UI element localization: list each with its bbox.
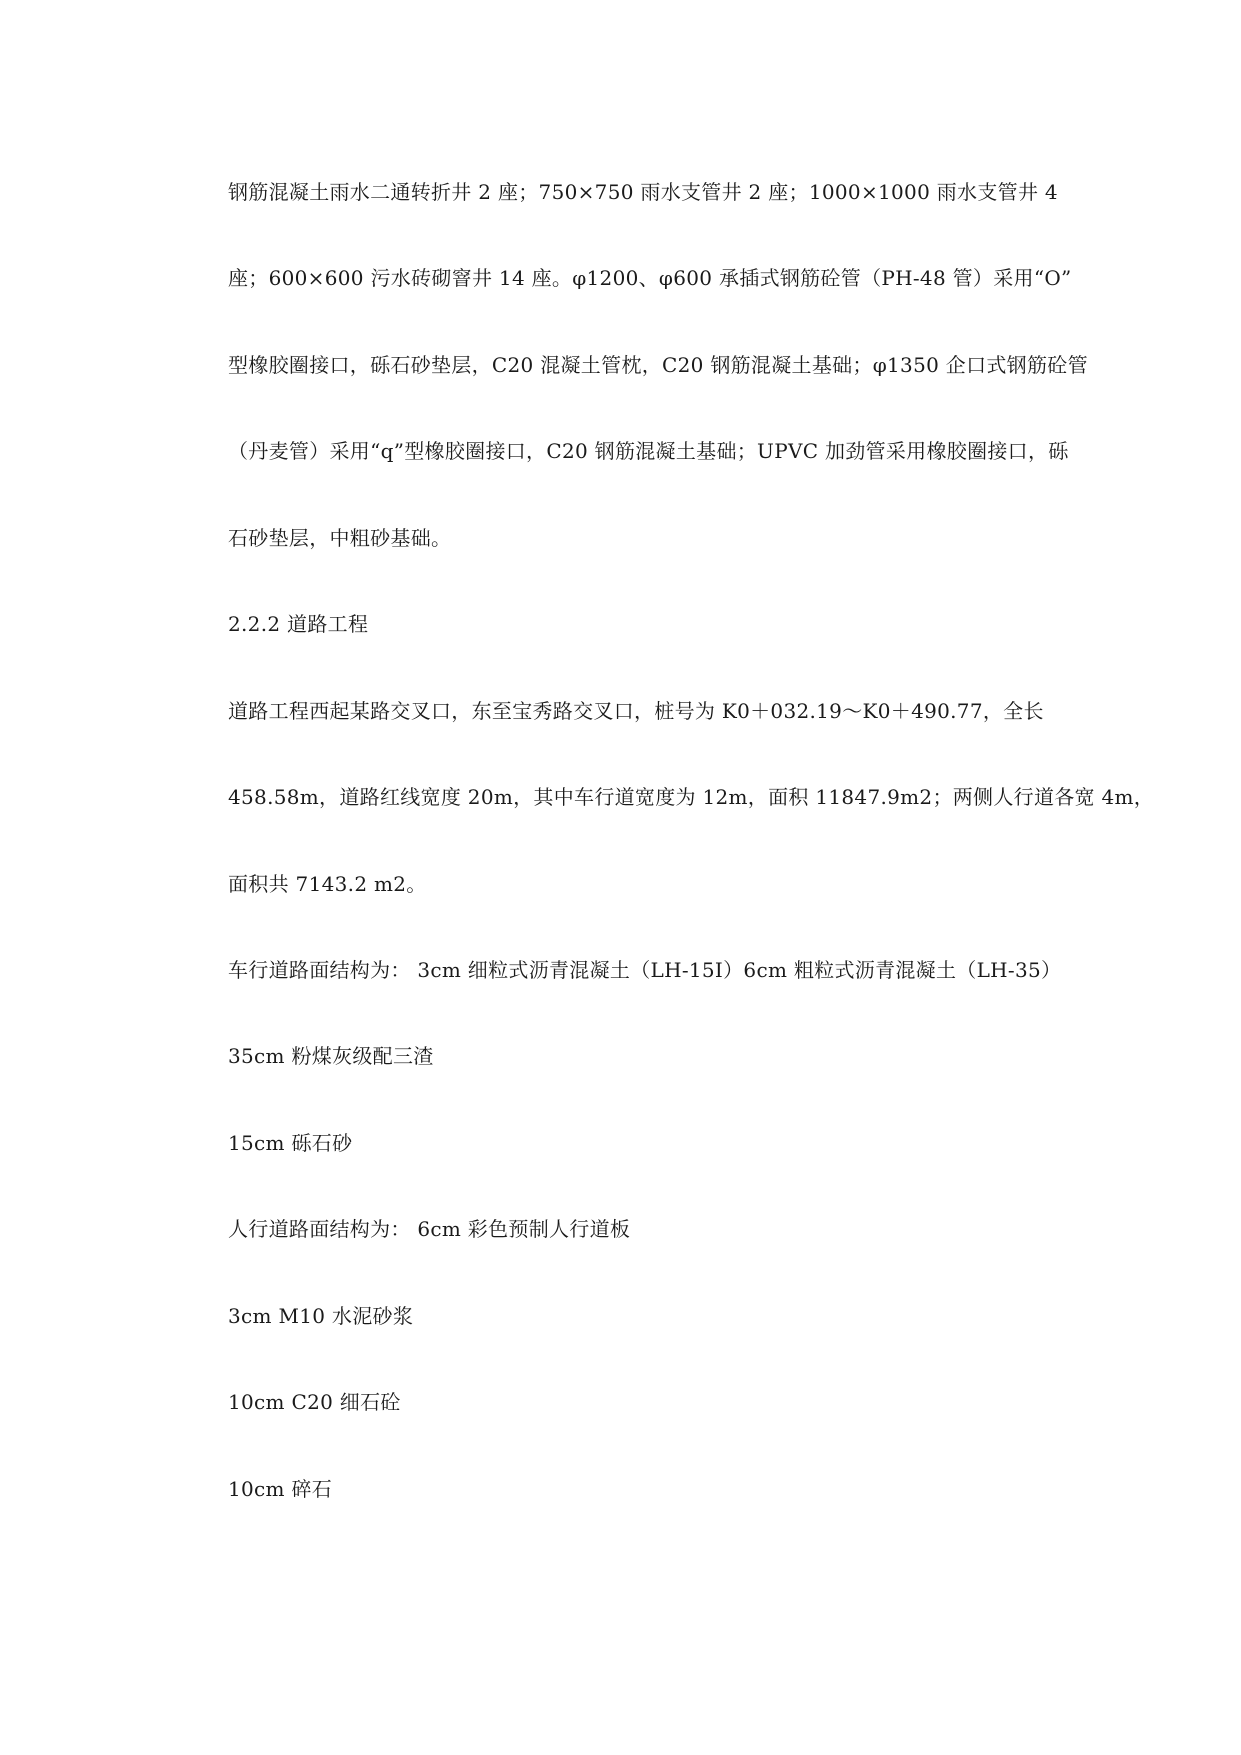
paragraph-line: 车行道路面结构为： 3cm 细粒式沥青混凝土（LH-15I）6cm 粗粒式沥青混凝土（LH-35） <box>228 958 1062 982</box>
paragraph-line: 35cm 粉煤灰级配三渣 <box>228 1044 434 1068</box>
paragraph-line: （丹麦管）采用“q”型橡胶圈接口，C20 钢筋混凝土基础；UPVC 加劲管采用橡胶圈接口，砾 <box>228 439 1069 463</box>
paragraph-line: 面积共 7143.2 m2。 <box>228 872 427 896</box>
paragraph-line: 人行道路面结构为： 6cm 彩色预制人行道板 <box>228 1217 631 1241</box>
paragraph-line: 458.58m，道路红线宽度 20m，其中车行道宽度为 12m，面积 11847.9m2；两侧人行道各宽 4m， <box>228 785 1155 809</box>
paragraph-line: 钢筋混凝土雨水二通转折井 2 座；750×750 雨水支管井 2 座；1000×1000 雨水支管井 4 <box>228 180 1058 204</box>
paragraph-line: 10cm 碎石 <box>228 1477 333 1501</box>
paragraph-line: 石砂垫层，中粗砂基础。 <box>228 526 452 550</box>
paragraph-line: 10cm C20 细石砼 <box>228 1390 401 1414</box>
paragraph-line: 3cm M10 水泥砂浆 <box>228 1304 414 1328</box>
paragraph-line: 型橡胶圈接口，砾石砂垫层，C20 混凝土管枕，C20 钢筋混凝土基础；φ1350 企口式钢筋砼管 <box>228 353 1088 377</box>
paragraph-line: 15cm 砾石砂 <box>228 1131 353 1155</box>
paragraph-line: 道路工程西起某路交叉口，东至宝秀路交叉口，桩号为 K0＋032.19～K0＋490.77，全长 <box>228 699 1044 723</box>
paragraph-line: 座；600×600 污水砖砌窨井 14 座。φ1200、φ600 承插式钢筋砼管（PH-48 管）采用“O” <box>228 266 1072 290</box>
section-heading: 2.2.2 道路工程 <box>228 612 369 636</box>
